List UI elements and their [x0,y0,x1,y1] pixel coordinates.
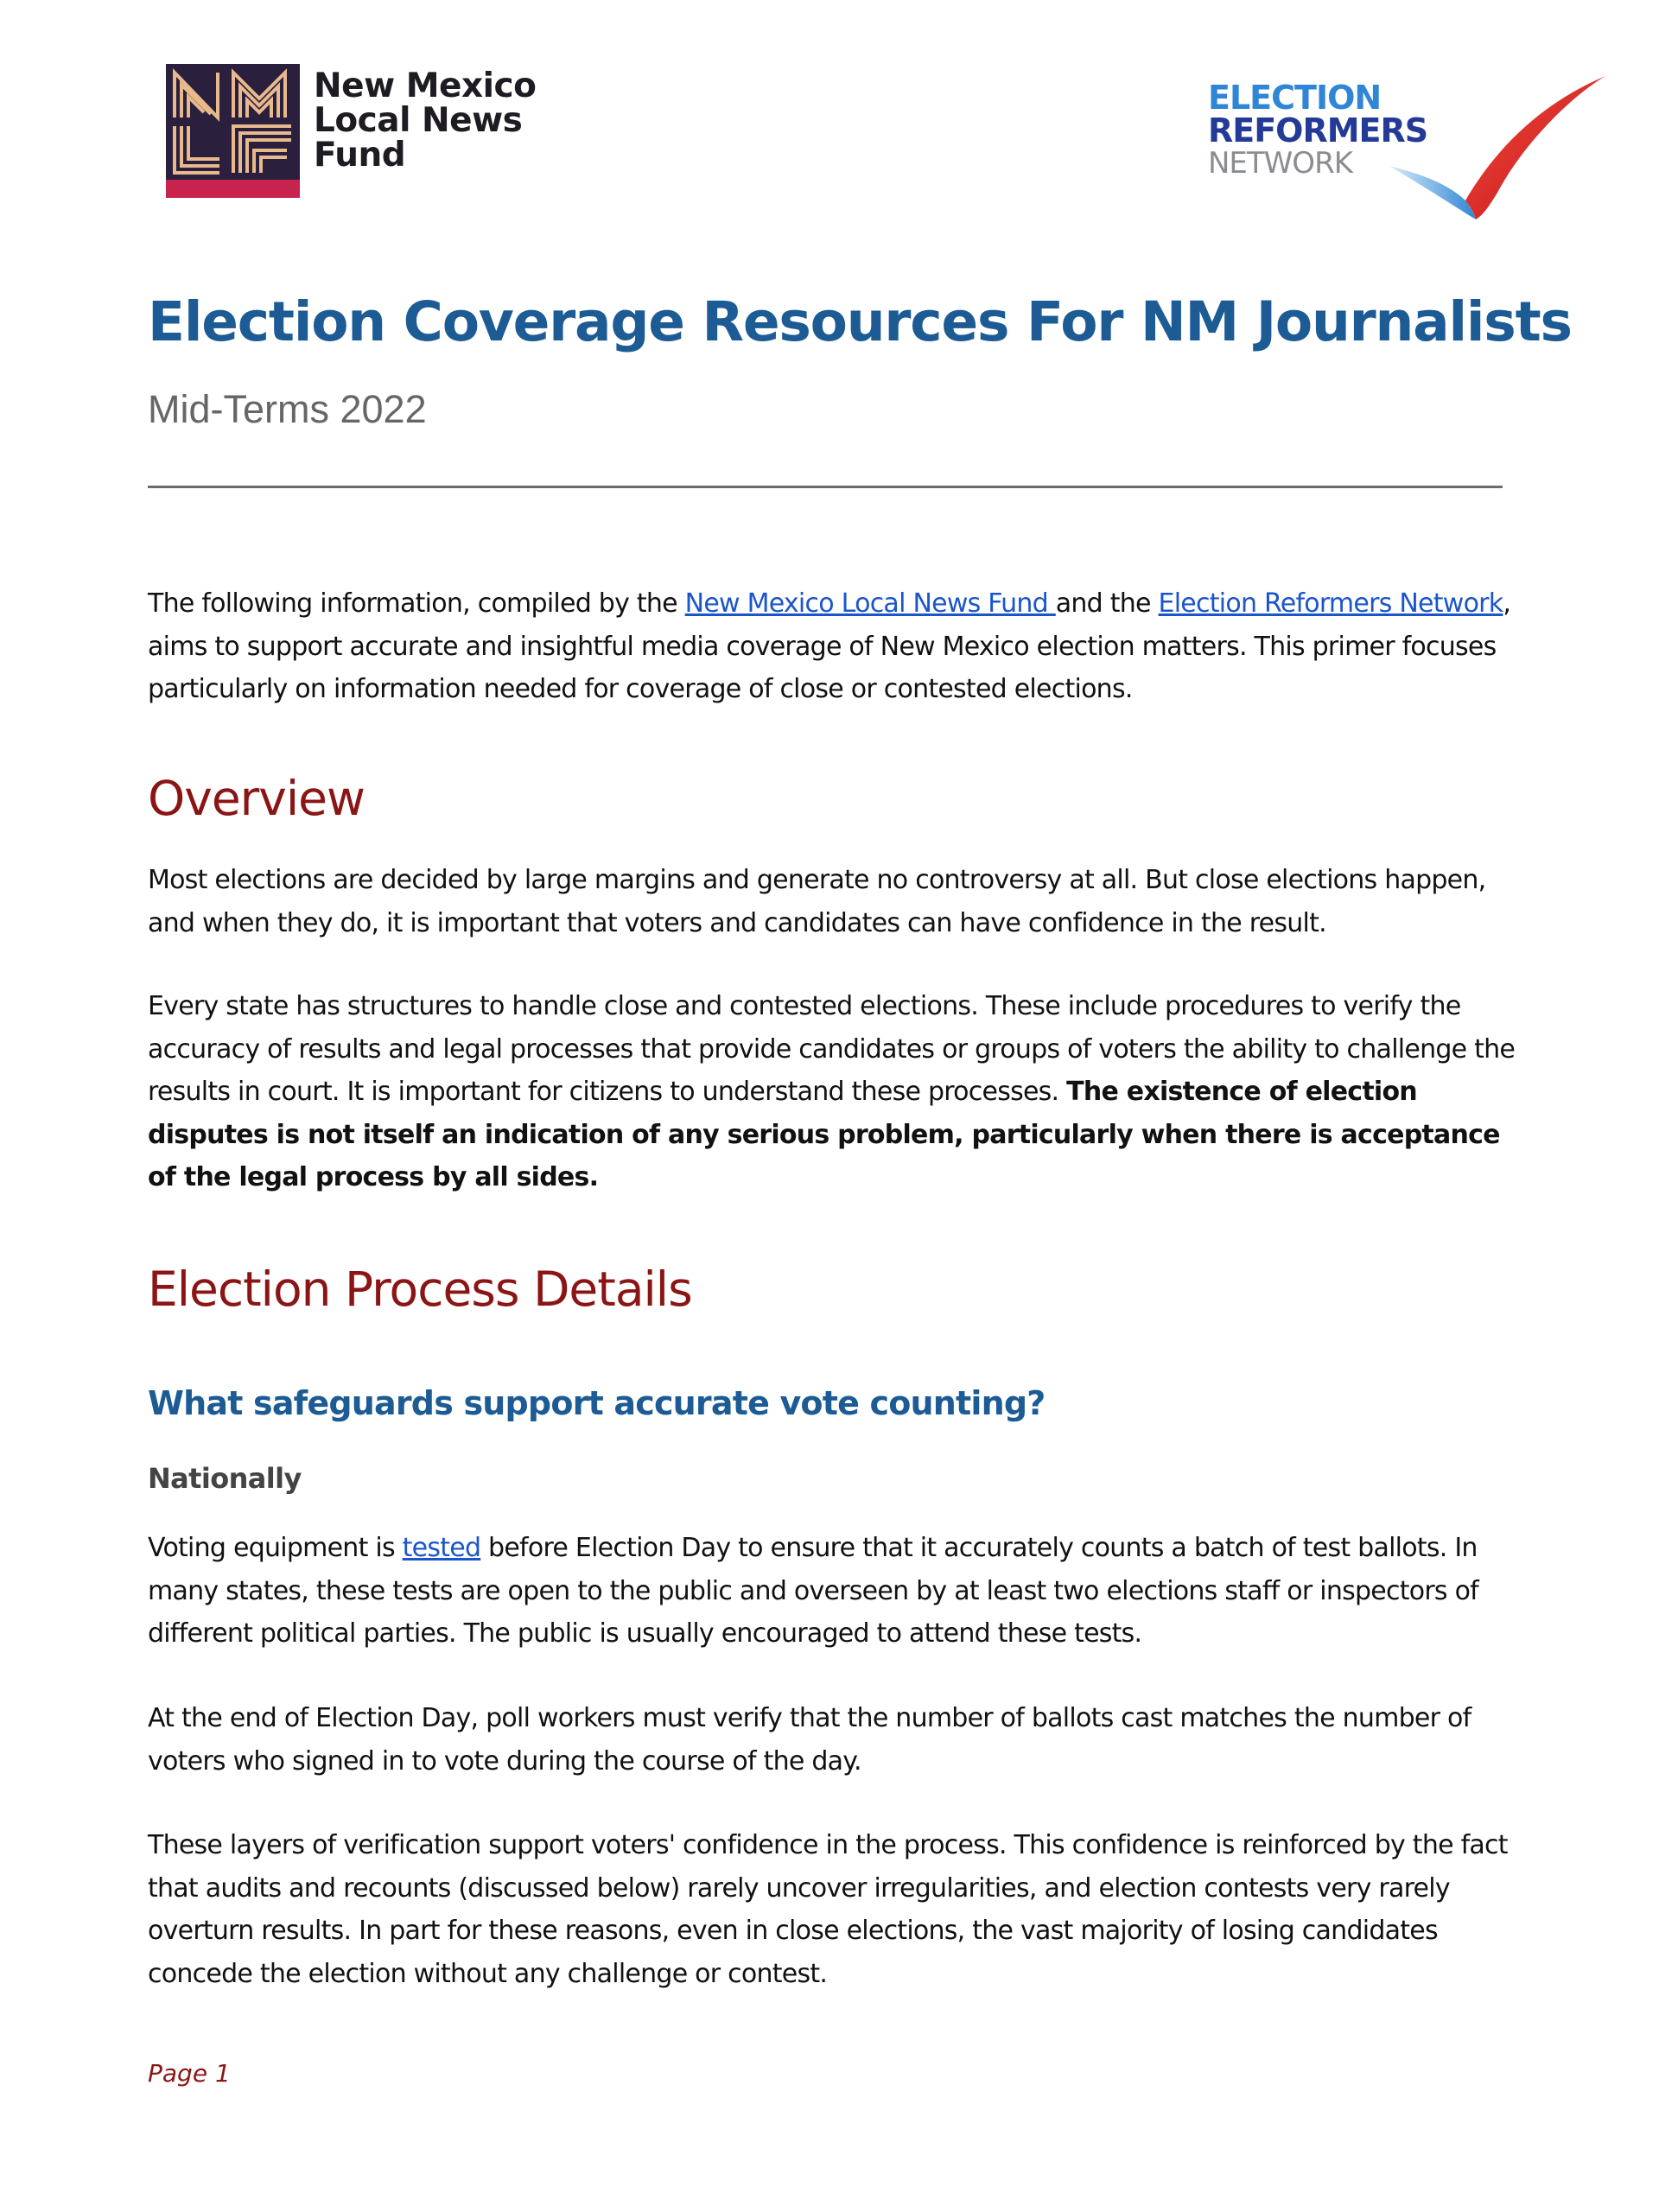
election-process-heading: Election Process Details [148,1262,692,1317]
ern-logo-wordmark [1208,81,1427,180]
safeguards-question-heading: What safeguards support accurate vote counting? [148,1384,1046,1422]
page-subtitle: Mid-Terms 2022 [148,387,427,431]
nm-logo-line-3: Fund [314,136,406,175]
overview-paragraph-1: Most elections are decided by large margins and generate no controversy at all. But close elections happen, and when they do, it is important that voters and candidates can have confidence in the result. [148,865,1486,938]
process-paragraph-1 [148,1527,1522,1656]
overview-p2-plain: Every state has structures to handle close and contested elections. These include procedures to verify the accuracy of results and legal processes that provide candidates or groups of voters the ability to challenge the results in court. It is important for citizens to understand these processes. [148,991,1516,1107]
nm-local-news-fund-link[interactable]: New Mexico Local News Fund [684,588,1056,619]
intro-text-after: , aims to support accurate and insightful media coverage of New Mexico election matters. This primer focuses particularly on information needed for coverage of close or contested elections. [148,588,1511,704]
process-p1-after: before Election Day to ensure that it accurately counts a batch of test ballots. In many states, these tests are open to the public and overseen by at least two elections staff or inspectors of different political parties. The public is usually encouraged to attend these tests. [148,1533,1478,1649]
nm-local-news-fund-logo [166,64,536,198]
overview-heading: Overview [148,771,365,826]
election-reformers-network-logo [1208,71,1614,226]
ern-logo-line-1: ELECTION [1208,79,1382,117]
process-p1-before: Voting equipment is [148,1533,403,1563]
tested-link[interactable]: tested [402,1533,481,1563]
page-title: Election Coverage Resources For NM Journalists [148,290,1572,353]
title-divider [148,486,1503,488]
overview-p2-bold: The existence of election disputes is not itself an indication of any serious problem, particularly when there is acceptance of the legal process by all sides. [148,1077,1500,1192]
election-reformers-network-link[interactable]: Election Reformers Network [1158,588,1503,619]
process-paragraph-3: These layers of verification support voters' confidence in the process. This confidence is reinforced by the fact that audits and recounts (discussed below) rarely uncover irregularities, and election contests very rarely overturn results. In part for these reasons, even in close elections, the vast majority of losing candidates concede the election without any challenge or contest. [148,1830,1508,1989]
process-paragraph-2: At the end of Election Day, poll workers must verify that the number of ballots cast matches the number of voters who signed in to vote during the course of the day. [148,1703,1471,1777]
ern-logo-line-3: NETWORK [1208,146,1352,181]
ern-logo-line-2: REFORMERS [1208,111,1428,149]
nationally-subheading: Nationally [148,1462,302,1495]
intro-text-middle: and the [1055,588,1159,619]
nm-logo-line-1: New Mexico [314,67,537,105]
nm-logo-wordmark [314,69,536,173]
nm-logo-mark-icon [166,64,300,198]
nm-logo-line-2: Local News [314,101,523,140]
intro-paragraph [148,582,1522,711]
overview-paragraph-2 [148,985,1522,1199]
page-number: Page 1 [148,2059,231,2088]
intro-text-before: The following information, compiled by the [148,588,685,619]
